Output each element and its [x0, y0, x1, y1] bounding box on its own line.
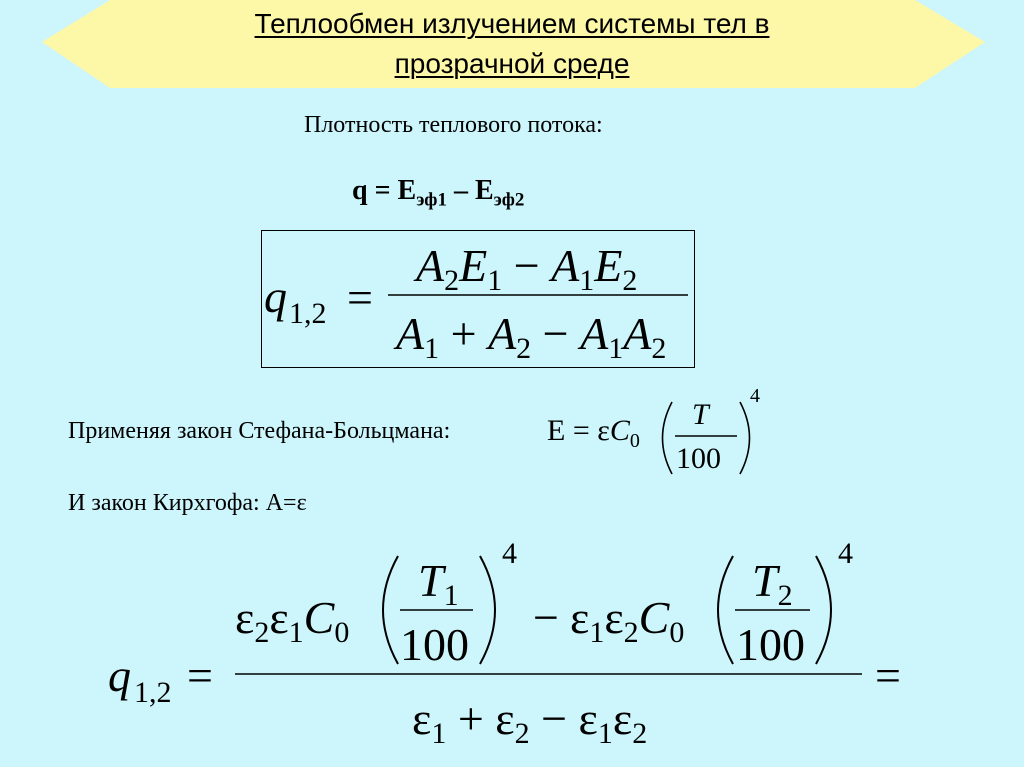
- formula-stefan-boltzmann: [545, 382, 770, 482]
- svg-text:1,2: 1,2: [134, 676, 172, 709]
- svg-text:E = εC0: $E = \varepsilon C_0$: [547, 414, 640, 452]
- stefan-boltzmann-label: Применяя закон Стефана-Больцмана:: [68, 418, 451, 444]
- svg-text:q: q: [108, 650, 131, 701]
- svg-text:ε1ε2C0: ε1ε2C0: [570, 592, 685, 649]
- svg-text:ε2ε1C0: ε2ε1C0: [235, 592, 350, 649]
- svg-text:1,2: 1,2: [289, 297, 327, 330]
- equation-q-minus: – E: [446, 175, 494, 206]
- svg-text:100: 100: [736, 619, 805, 670]
- formula-q12-emissivity: [100, 538, 920, 763]
- title-line-2: прозрачной среде: [394, 48, 630, 79]
- svg-text:T2: T2: [752, 555, 793, 612]
- svg-text:T: T: [692, 398, 709, 431]
- title-line-1: Теплообмен излучением системы тел в: [254, 8, 770, 39]
- slide-title: [0, 4, 1024, 84]
- svg-text:−: −: [533, 592, 559, 643]
- equation-q-sub1: эф1: [416, 189, 447, 211]
- formula-box: [261, 230, 695, 368]
- equation-q-sub2: эф2: [493, 189, 525, 211]
- svg-text:100: 100: [400, 619, 469, 670]
- svg-text:4: 4: [502, 538, 517, 570]
- svg-text:A1 + A2 − A1A2: A1 + A2 − A1A2: [396, 308, 667, 365]
- svg-text:4: 4: [838, 538, 853, 570]
- svg-text:100: 100: [676, 442, 721, 475]
- equation-q-lhs: q = E: [352, 175, 417, 206]
- svg-text:=: =: [347, 272, 373, 323]
- svg-text:ε1 + ε2 − ε1ε2: ε1 + ε2 − ε1ε2: [412, 693, 648, 750]
- formula-q12-ratio: [262, 231, 696, 369]
- heat-flux-label: Плотность теплового потока:: [304, 112, 603, 138]
- svg-text:q: q: [264, 271, 287, 322]
- equation-q-effective: [352, 175, 524, 212]
- svg-text:=: =: [187, 650, 213, 701]
- svg-text:A2E1 − A1E2: A2E1 − A1E2: [416, 240, 638, 297]
- svg-text:4: 4: [750, 385, 760, 407]
- kirchhoff-label: И закон Кирхгофа: А=ε: [68, 490, 307, 516]
- svg-text:=: =: [875, 650, 901, 701]
- svg-text:T1: T1: [418, 555, 459, 612]
